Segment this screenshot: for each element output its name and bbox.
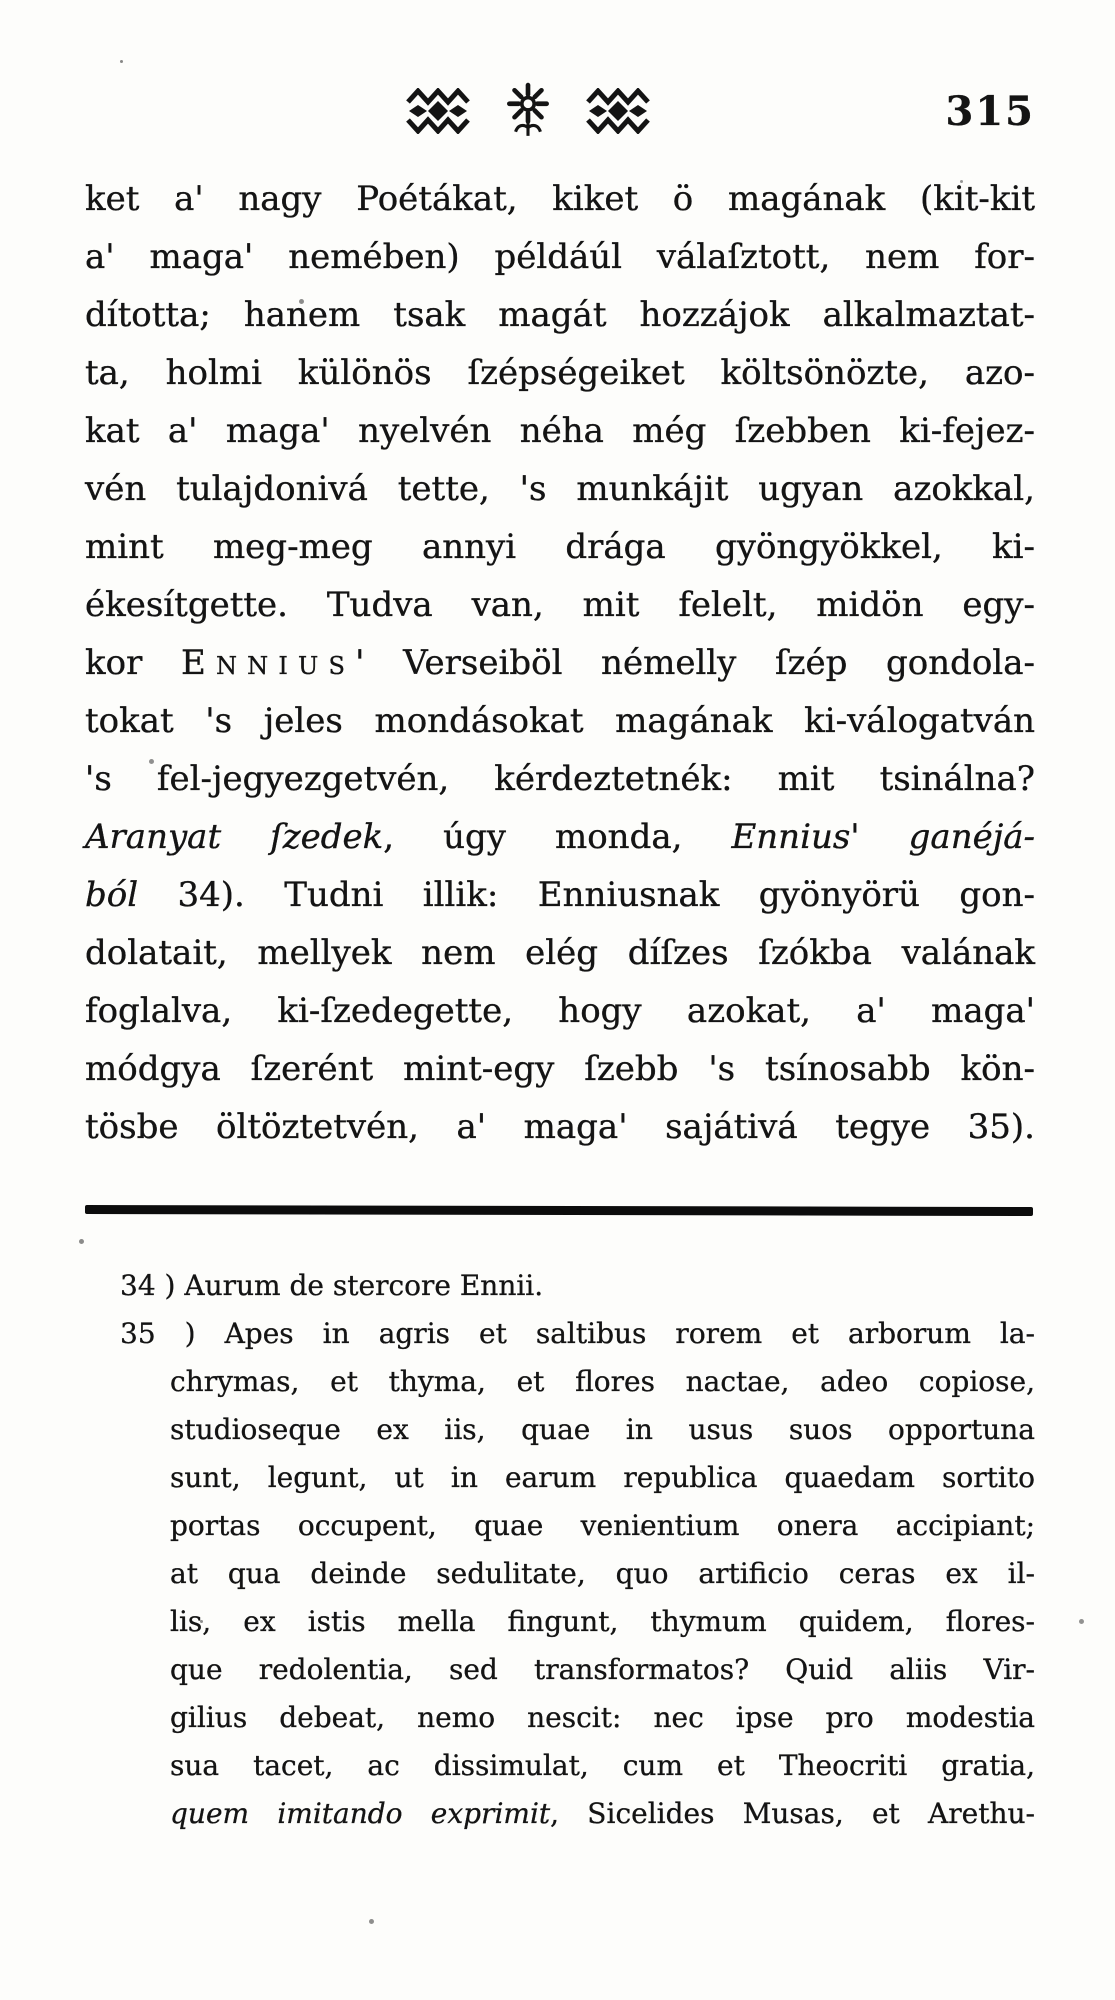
text-segment: dította; hanem tsak magát hozzájok alkalmaztat-: [85, 295, 1035, 335]
text-line: [85, 1310, 1035, 1358]
text-segment: Ennius' ganéjá-: [731, 817, 1036, 857]
text-segment: Ennius: [180, 643, 356, 683]
text-segment: 34). Tudni illik: Enniusnak gyönyörü gon-: [138, 875, 1035, 915]
text-line: [85, 460, 1035, 518]
text-line: [85, 1598, 1035, 1646]
text-line: [85, 692, 1035, 750]
text-segment: ' Verseiböl némelly ſzép gondola-: [355, 643, 1036, 683]
text-line: [85, 1742, 1035, 1790]
text-line: [85, 518, 1035, 576]
text-line: [85, 1790, 1035, 1838]
text-segment: tösbe öltöztetvén, a' maga' sajátivá tegye 35).: [85, 1107, 1035, 1147]
text-line: [85, 576, 1035, 634]
text-segment: 34 ) Aurum de stercore Ennii.: [120, 1269, 544, 1302]
page-number: [85, 88, 1035, 135]
text-line: [85, 286, 1035, 344]
text-segment: , Sicelides Musas, et Arethu-: [550, 1797, 1036, 1830]
text-segment: mint meg-meg annyi drága gyöngyökkel, ki-: [85, 527, 1035, 567]
text-line: [85, 1406, 1035, 1454]
text-line: [85, 634, 1035, 692]
text-line: [85, 228, 1035, 286]
text-line: [85, 1098, 1035, 1156]
page-number-value: 315: [945, 88, 1035, 135]
text-line: [85, 924, 1035, 982]
text-line: [85, 1694, 1035, 1742]
text-segment: portas occupent, quae venientium onera accipiant;: [170, 1509, 1035, 1542]
text-segment: ta, holmi különös ſzépségeiket költsönözte, azo-: [85, 353, 1035, 393]
text-segment: Aranyat ſzedek: [85, 817, 384, 857]
text-segment: gilius debeat, nemo nescit: nec ipse pro modestia: [170, 1701, 1035, 1734]
text-segment: kor: [85, 643, 181, 683]
text-segment: , úgy monda,: [383, 817, 732, 857]
text-line: [85, 808, 1035, 866]
text-segment: vén tulajdonivá tette, 's munkájit ugyan azokkal,: [85, 469, 1035, 509]
text-segment: 35 ) Apes in agris et saltibus rorem et arborum la-: [120, 1317, 1035, 1350]
text-line: [85, 1040, 1035, 1098]
main-text-block: [85, 170, 1035, 1156]
text-line: [85, 1454, 1035, 1502]
text-line: [85, 1262, 1035, 1310]
footnotes-block: [85, 1262, 1035, 1838]
text-segment: quem imitando exprimit: [170, 1797, 551, 1830]
footnote-separator-rule: [85, 1205, 1033, 1216]
text-segment: lis, ex istis mella fingunt, thymum quidem, flores-: [170, 1605, 1035, 1638]
text-line: [85, 1502, 1035, 1550]
text-line: [85, 344, 1035, 402]
text-line: [85, 982, 1035, 1040]
scan-noise-specks: [120, 60, 123, 63]
text-segment: sunt, legunt, ut in earum republica quaedam sortito: [170, 1461, 1035, 1494]
text-segment: chrymas, et thyma, et flores nactae, adeo copiose,: [170, 1365, 1035, 1398]
text-line: [85, 170, 1035, 228]
text-segment: 's fel-jegyezgetvén, kérdeztetnék: mit tsinálna?: [85, 759, 1035, 799]
text-line: [85, 1550, 1035, 1598]
text-segment: a' maga' nemében) példáúl válaſztott, nem for-: [85, 237, 1035, 277]
text-segment: at qua deinde sedulitate, quo artificio ceras ex il-: [170, 1557, 1035, 1590]
text-segment: studioseque ex iis, quae in usus suos opportuna: [170, 1413, 1035, 1446]
text-segment: kat a' maga' nyelvén néha még ſzebben ki-fejez-: [85, 411, 1035, 451]
text-segment: ket a' nagy Poétákat, kiket ö magának (kit-kit: [85, 179, 1035, 219]
text-line: [85, 402, 1035, 460]
text-line: [85, 866, 1035, 924]
text-segment: ból: [85, 875, 139, 915]
text-line: [85, 1646, 1035, 1694]
text-segment: módgya ſzerént mint-egy ſzebb 's tsínosabb kön-: [85, 1049, 1035, 1089]
text-segment: sua tacet, ac dissimulat, cum et Theocriti gratia,: [170, 1749, 1035, 1782]
text-segment: ékesítgette. Tudva van, mit felelt, midön egy-: [85, 585, 1035, 625]
text-segment: tokat 's jeles mondásokat magának ki-válogatván: [85, 701, 1035, 741]
text-line: [85, 750, 1035, 808]
text-line: [85, 1358, 1035, 1406]
text-segment: dolatait, mellyek nem elég díſzes ſzókba valának: [85, 933, 1035, 973]
text-segment: que redolentia, sed transformatos? Quid aliis Vir-: [170, 1653, 1035, 1686]
text-segment: foglalva, ki-ſzedegette, hogy azokat, a' maga': [85, 991, 1035, 1031]
